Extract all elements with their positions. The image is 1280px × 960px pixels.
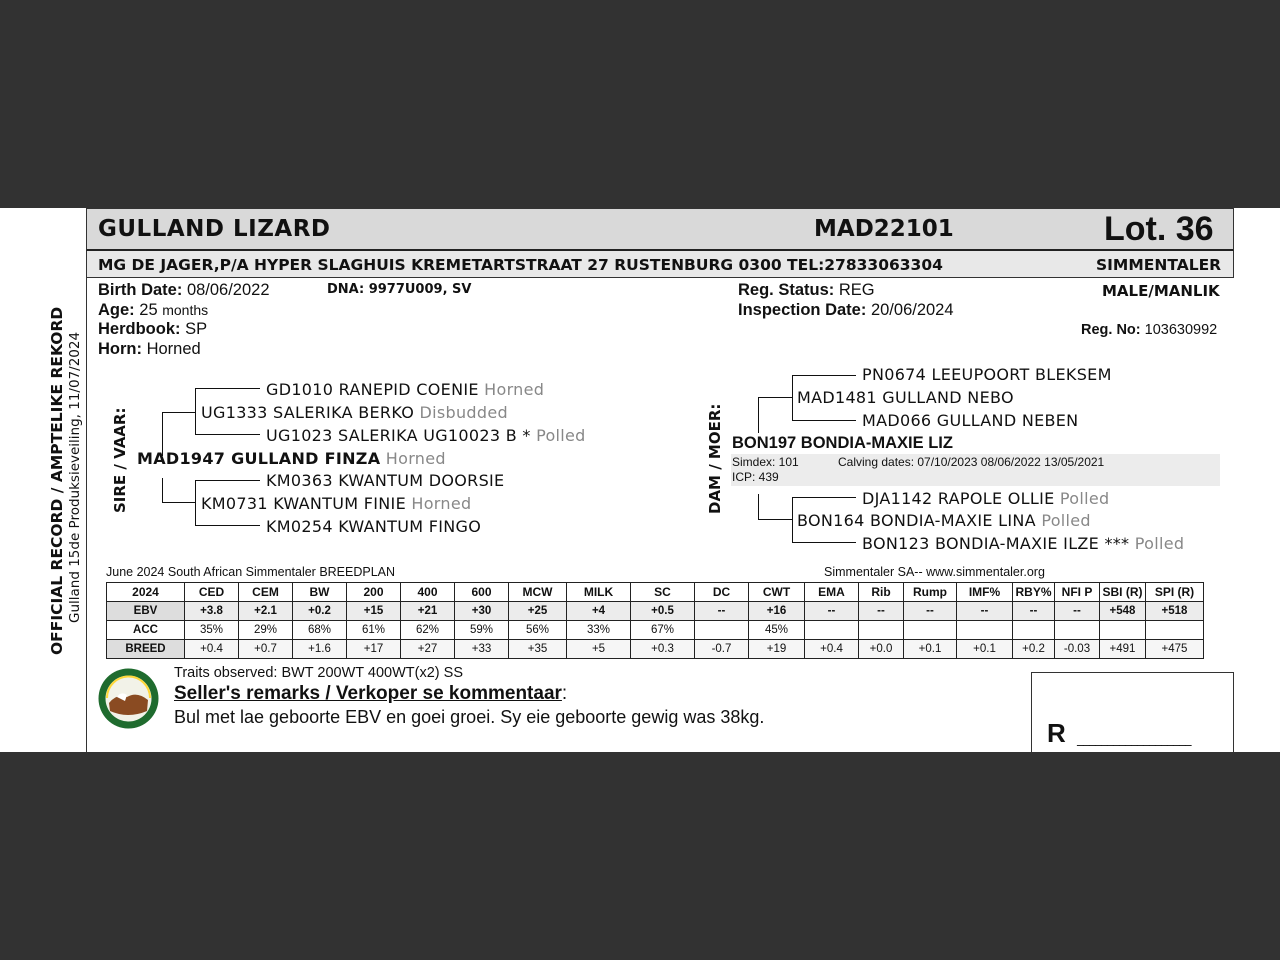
ebv-cell (859, 621, 904, 640)
ebv-cell: +0.1 (957, 640, 1013, 659)
sire-line (195, 525, 260, 526)
sire-line (195, 480, 196, 526)
pedigree-name: KM0254 KWANTUM FINGO (266, 517, 482, 536)
ebv-cell: +0.4 (185, 640, 239, 659)
age-value: 25 (139, 301, 158, 319)
ebv-row (107, 602, 1204, 621)
ebv-cell: -- (805, 602, 859, 621)
ebv-column-header: EMA (805, 583, 859, 602)
ebv-column-header: MILK (567, 583, 631, 602)
remarks-title-row (174, 683, 567, 705)
dam-line (792, 497, 793, 543)
ebv-cell: +0.3 (631, 640, 695, 659)
ebv-cell: +17 (347, 640, 401, 659)
ebv-cell: -- (957, 602, 1013, 621)
reg-no-label: Reg. No: (1081, 322, 1141, 338)
ebv-cell: +4 (567, 602, 631, 621)
birth-date-label: Birth Date: (98, 281, 183, 299)
pedigree-name: UG1023 SALERIKA UG10023 B * (266, 426, 531, 445)
lot-card-page (0, 208, 1280, 752)
lot-number: Lot. 36 (1104, 210, 1214, 248)
ebv-cell (1055, 621, 1100, 640)
ebv-header-row (107, 583, 1204, 602)
ebv-cell: -0.03 (1055, 640, 1100, 659)
pedigree-name: BON164 BONDIA-MAXIE LINA (797, 511, 1036, 530)
pedigree-horn: Horned (484, 380, 545, 399)
birth-date-value: 08/06/2022 (186, 281, 270, 299)
ebv-cell: +0.7 (239, 640, 293, 659)
herdbook-value: SP (185, 320, 208, 338)
sire-line (162, 502, 195, 503)
ebv-column-header: 2024 (107, 583, 185, 602)
sire-label: SIRE / VAAR: (111, 407, 129, 513)
ebv-cell: 56% (509, 621, 567, 640)
animal-name: GULLAND LIZARD (98, 216, 331, 242)
herdbook-row (98, 320, 207, 339)
reg-no-value: 103630992 (1144, 322, 1218, 338)
remarks-colon: : (561, 683, 568, 704)
pedigree-name: KM0731 KWANTUM FINIE (201, 494, 406, 513)
inspection-value: 20/06/2024 (870, 301, 954, 319)
ebv-cell: 61% (347, 621, 401, 640)
traits-observed: Traits observed: BWT 200WT 400WT(x2) SS (174, 665, 464, 681)
ebv-cell: 29% (239, 621, 293, 640)
ebv-cell: 68% (293, 621, 347, 640)
dam-line (792, 420, 856, 421)
ebv-cell: +15 (347, 602, 401, 621)
ebv-cell: -- (904, 602, 957, 621)
ebv-column-header: CED (185, 583, 239, 602)
pedigree-horn: Horned (411, 494, 472, 513)
ebv-cell: +491 (1100, 640, 1146, 659)
ebv-cell: +35 (509, 640, 567, 659)
dam-dam (797, 511, 1091, 530)
pedigree-name: KM0363 KWANTUM DOORSIE (266, 471, 505, 490)
ebv-cell: -- (695, 602, 749, 621)
sire-line (195, 388, 260, 389)
dam-line (758, 397, 792, 398)
reg-status-row (738, 281, 875, 300)
dam-line (792, 375, 793, 421)
sire-line (195, 434, 260, 435)
pedigree-horn: Polled (1059, 489, 1110, 508)
ebv-column-header: RBY% (1013, 583, 1055, 602)
remarks-text: Bul met lae geboorte EBV en goei groei. Sy eie geboorte gewig was 38kg. (174, 707, 765, 727)
ebv-column-header: SC (631, 583, 695, 602)
ebv-cell: +25 (509, 602, 567, 621)
ebv-cell: +27 (401, 640, 455, 659)
dam-sire-dam (862, 411, 1078, 430)
pedigree-horn: Disbudded (419, 403, 508, 422)
age-label: Age: (98, 301, 135, 319)
pedigree-name: MAD1947 GULLAND FINZA (137, 449, 381, 468)
dam-line (792, 375, 856, 376)
owner-address: MG DE JAGER,P/A HYPER SLAGHUIS KREMETARTSTRAAT 27 RUSTENBURG 0300 TEL:27833063304 (98, 256, 943, 274)
inspection-label: Inspection Date: (738, 301, 867, 319)
ebv-column-header: SBI (R) (1100, 583, 1146, 602)
ebv-cell (1146, 621, 1204, 640)
reg-status-value: REG (838, 281, 875, 299)
inspection-row (738, 301, 954, 320)
pedigree-horn: Polled (536, 426, 586, 445)
pedigree-name: DJA1142 RAPOLE OLLIE (862, 489, 1055, 508)
ebv-row (107, 621, 1204, 640)
pedigree-horn: Horned (385, 449, 446, 468)
reg-status-label: Reg. Status: (738, 281, 835, 299)
ebv-cell: +1.6 (293, 640, 347, 659)
ebv-cell: +0.2 (1013, 640, 1055, 659)
pedigree-horn: Polled (1041, 511, 1091, 530)
dam-sire-sire (862, 365, 1112, 384)
birth-date-row (98, 281, 270, 300)
price-currency: R (1047, 718, 1066, 748)
sire (137, 449, 446, 468)
ebv-cell: +0.0 (859, 640, 904, 659)
sire-line (162, 478, 163, 503)
sale-name-label: Gulland 15de Produksieveiling, 11/07/2024 (67, 331, 83, 623)
dam: BON197 BONDIA-MAXIE LIZ (732, 434, 953, 452)
ebv-row (107, 640, 1204, 659)
ebv-cell: +21 (401, 602, 455, 621)
ebv-cell: +16 (749, 602, 805, 621)
official-record-label: OFFICIAL RECORD / AMPTELIKE REKORD (48, 306, 66, 655)
dam-line (758, 397, 759, 433)
breedplan-website: Simmentaler SA-- www.simmentaler.org (824, 565, 1045, 579)
dam-label: DAM / MOER: (706, 403, 724, 514)
pedigree-name: MAD1481 GULLAND NEBO (797, 388, 1014, 407)
age-unit: months (162, 302, 209, 318)
ebv-cell: 45% (749, 621, 805, 640)
calving-dates: Calving dates: 07/10/2023 08/06/2022 13/05/2021 (838, 455, 1105, 469)
ebv-column-header: Rib (859, 583, 904, 602)
age-row (98, 301, 208, 320)
ebv-cell: EBV (107, 602, 185, 621)
simdex: Simdex: 101 (732, 455, 799, 469)
ebv-cell (1013, 621, 1055, 640)
pedigree-name: GD1010 RANEPID COENIE (266, 380, 479, 399)
ebv-cell: 59% (455, 621, 509, 640)
ebv-cell (957, 621, 1013, 640)
ebv-cell: -- (1055, 602, 1100, 621)
ebv-cell: +518 (1146, 602, 1204, 621)
ebv-cell: -- (859, 602, 904, 621)
dam-line (792, 542, 856, 543)
ebv-cell: 62% (401, 621, 455, 640)
ebv-cell: BREED (107, 640, 185, 659)
sire-dam (201, 494, 471, 513)
ebv-cell: 33% (567, 621, 631, 640)
simmentaler-logo-icon (97, 667, 160, 730)
ebv-cell: -0.7 (695, 640, 749, 659)
sire-sire-sire (266, 380, 544, 399)
ebv-cell: 35% (185, 621, 239, 640)
ebv-cell (1100, 621, 1146, 640)
pedigree-name: UG1333 SALERIKA BERKO (201, 403, 415, 422)
ebv-cell (805, 621, 859, 640)
animal-id: MAD22101 (814, 216, 954, 242)
sire-line (162, 412, 195, 413)
ebv-column-header: Rump (904, 583, 957, 602)
horn-row (98, 340, 201, 359)
sire-dam-sire (266, 471, 504, 490)
ebv-cell: +0.4 (805, 640, 859, 659)
ebv-cell: +2.1 (239, 602, 293, 621)
ebv-cell: +548 (1100, 602, 1146, 621)
ebv-column-header: SPI (R) (1146, 583, 1204, 602)
icp: ICP: 439 (732, 470, 779, 484)
ebv-cell: +0.1 (904, 640, 957, 659)
ebv-cell: -- (1013, 602, 1055, 621)
sex: MALE/MANLIK (1102, 282, 1220, 300)
horn-value: Horned (146, 340, 201, 358)
ebv-cell: +5 (567, 640, 631, 659)
ebv-column-header: IMF% (957, 583, 1013, 602)
dam-dam-dam (862, 534, 1184, 553)
herdbook-label: Herdbook: (98, 320, 181, 338)
dam-line (758, 519, 792, 520)
breedplan-source: June 2024 South African Simmentaler BREEDPLAN (106, 565, 396, 579)
ebv-column-header: MCW (509, 583, 567, 602)
ebv-cell (695, 621, 749, 640)
breed-name: SIMMENTALER (1096, 256, 1222, 274)
pedigree-name: MAD066 GULLAND NEBEN (862, 411, 1079, 430)
ebv-cell: +0.5 (631, 602, 695, 621)
ebv-column-header: CWT (749, 583, 805, 602)
ebv-column-header: 600 (455, 583, 509, 602)
ebv-column-header: DC (695, 583, 749, 602)
ebv-cell: +0.2 (293, 602, 347, 621)
dna-info: DNA: 9977U009, SV (327, 282, 472, 297)
sire-sire-dam (266, 426, 586, 445)
reg-no-row (1081, 322, 1217, 338)
pedigree-name: PN0674 LEEUPOORT BLEKSEM (862, 365, 1112, 384)
sire-sire (201, 403, 508, 422)
ebv-column-header: NFI P (1055, 583, 1100, 602)
ebv-cell: +33 (455, 640, 509, 659)
pedigree-horn: Polled (1134, 534, 1185, 553)
ebv-cell (904, 621, 957, 640)
horn-label: Horn: (98, 340, 142, 358)
remarks-title: Seller's remarks / Verkoper se kommentaar (174, 683, 562, 704)
ebv-column-header: CEM (239, 583, 293, 602)
dam-dam-sire (862, 489, 1109, 508)
ebv-cell: +475 (1146, 640, 1204, 659)
sire-dam-dam (266, 517, 481, 536)
ebv-cell: 67% (631, 621, 695, 640)
sire-line (195, 480, 260, 481)
sire-line (195, 388, 196, 435)
ebv-column-header: 400 (401, 583, 455, 602)
ebv-cell: +19 (749, 640, 805, 659)
ebv-table (106, 582, 1204, 659)
ebv-cell: +30 (455, 602, 509, 621)
dam-sire (797, 388, 1014, 407)
dam-line (758, 494, 759, 520)
ebv-column-header: 200 (347, 583, 401, 602)
ebv-cell: ACC (107, 621, 185, 640)
ebv-cell: +3.8 (185, 602, 239, 621)
ebv-column-header: BW (293, 583, 347, 602)
pedigree-name: BON123 BONDIA-MAXIE ILZE *** (862, 534, 1130, 553)
price-blank-field[interactable]: ___________________ (1077, 732, 1191, 747)
dam-line (792, 497, 856, 498)
